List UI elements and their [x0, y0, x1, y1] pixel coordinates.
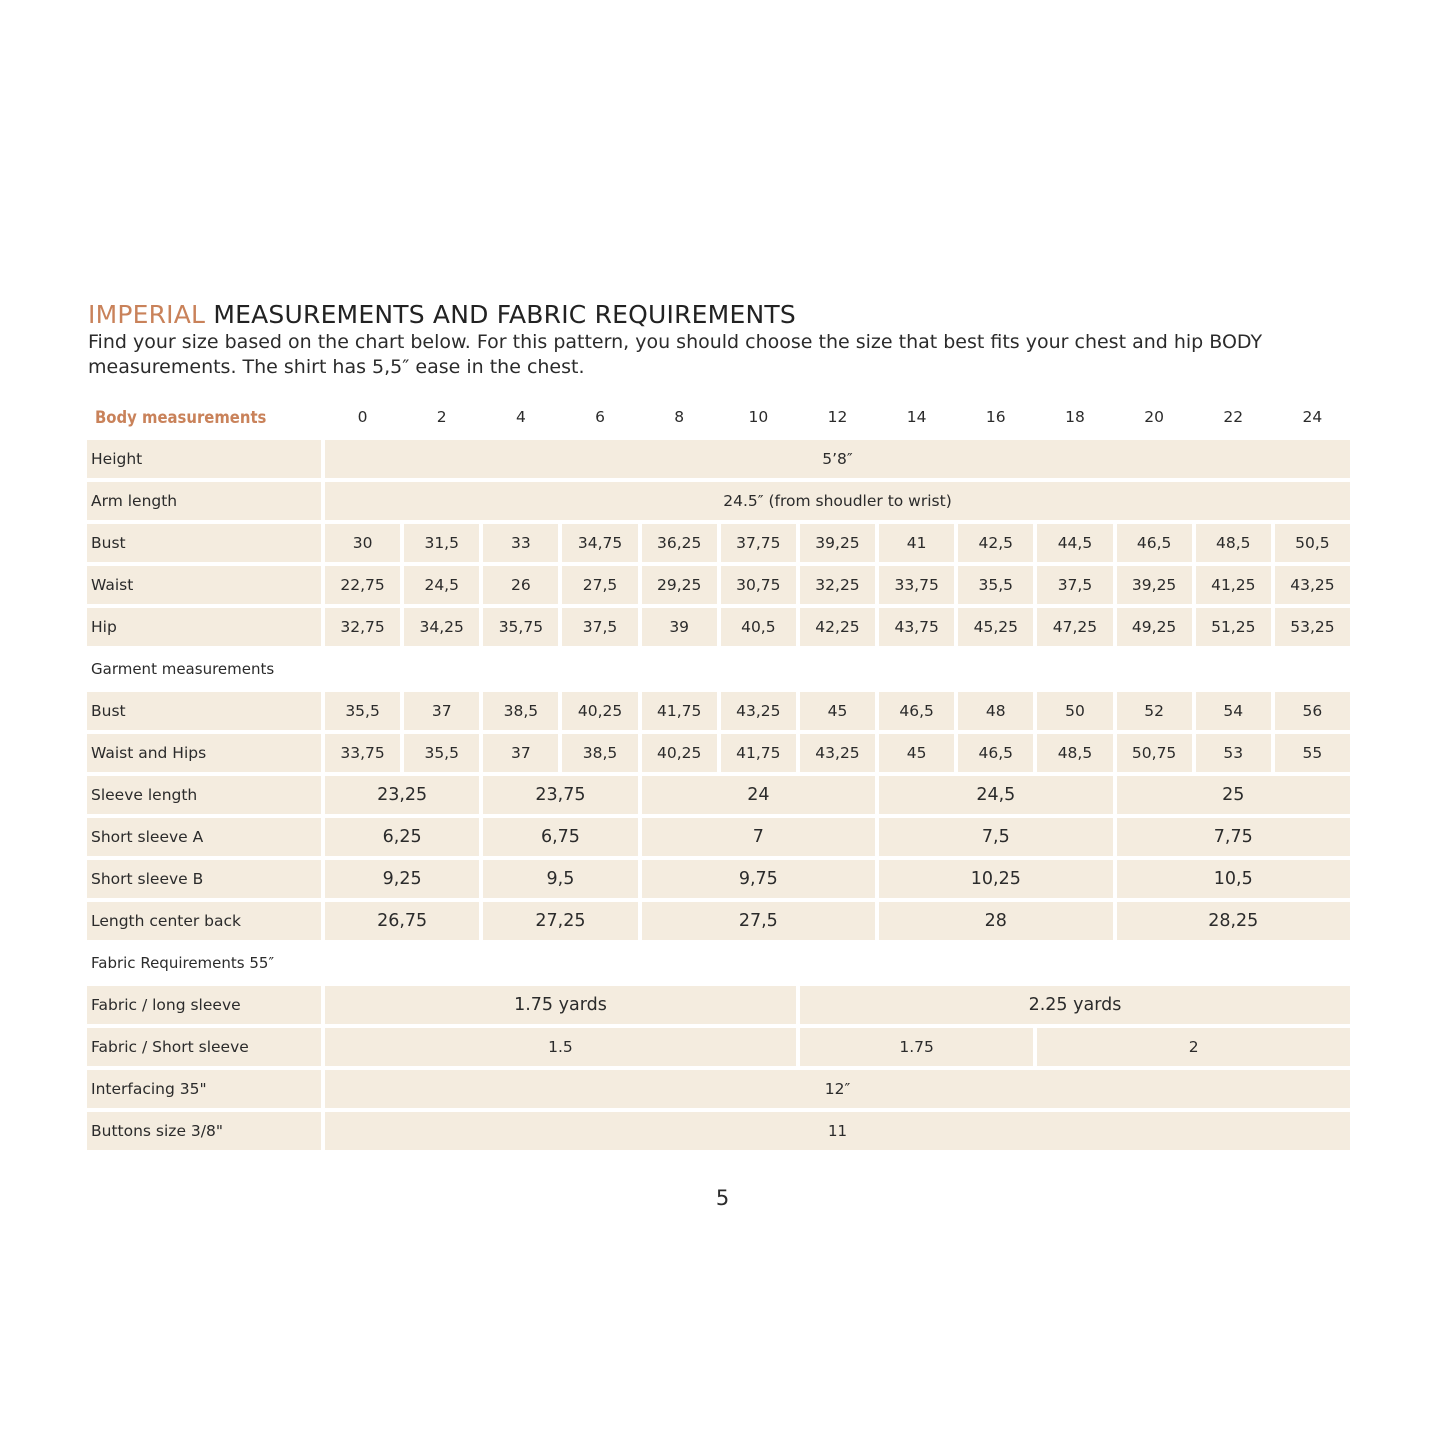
table-cell: 45,25 [958, 608, 1033, 646]
row-label: Bust [87, 692, 321, 730]
table-cell: 33,75 [325, 734, 400, 772]
table-cell: 43,25 [800, 734, 875, 772]
table-cell: 23,25 [325, 776, 479, 814]
table-cell: 9,5 [483, 860, 637, 898]
size-header: 24 [1302, 408, 1323, 426]
table-cell: 22,75 [325, 566, 400, 604]
row-label: Waist [87, 566, 321, 604]
table-cell: 7,5 [879, 818, 1112, 856]
table-cell: 49,25 [1117, 608, 1192, 646]
table-cell: 6,25 [325, 818, 479, 856]
table-cell: 7,75 [1117, 818, 1350, 856]
table-cell: 51,25 [1196, 608, 1271, 646]
table-cell: 40,25 [562, 692, 637, 730]
table-cell: 42,5 [958, 524, 1033, 562]
table-cell: 31,5 [404, 524, 479, 562]
row-label: Hip [87, 608, 321, 646]
table-cell: 35,5 [958, 566, 1033, 604]
table-cell: 37,5 [562, 608, 637, 646]
table-cell: 10,25 [879, 860, 1112, 898]
table-cell: 24.5″ (from shoudler to wrist) [325, 482, 1350, 520]
table-cell: 37 [483, 734, 558, 772]
table-cell: 43,25 [721, 692, 796, 730]
table-cell: 34,75 [562, 524, 637, 562]
table-cell: 55 [1275, 734, 1350, 772]
section-title: Fabric Requirements 55″ [91, 954, 275, 972]
table-cell: 37,75 [721, 524, 796, 562]
table-cell: 39,25 [1117, 566, 1192, 604]
page-number: 5 [715, 1186, 730, 1210]
table-cell: 37 [404, 692, 479, 730]
table-cell: 45 [879, 734, 954, 772]
table-cell: 38,5 [483, 692, 558, 730]
table-cell: 37,5 [1037, 566, 1112, 604]
table-cell: 9,75 [642, 860, 875, 898]
table-cell: 50,75 [1117, 734, 1192, 772]
row-label: Fabric / long sleeve [87, 986, 321, 1024]
table-cell: 34,25 [404, 608, 479, 646]
table-cell: 30,75 [721, 566, 796, 604]
table-cell: 6,75 [483, 818, 637, 856]
table-cell: 1.75 yards [325, 986, 796, 1024]
size-header: 2 [436, 408, 447, 426]
row-label: Bust [87, 524, 321, 562]
size-header: 8 [674, 408, 685, 426]
table-cell: 48,5 [1196, 524, 1271, 562]
table-cell: 48 [958, 692, 1033, 730]
row-label: Fabric / Short sleeve [87, 1028, 321, 1066]
table-cell: 38,5 [562, 734, 637, 772]
page-title [88, 300, 796, 329]
table-cell: 44,5 [1037, 524, 1112, 562]
size-header: 18 [1065, 408, 1085, 426]
table-cell: 46,5 [879, 692, 954, 730]
size-header: 6 [595, 408, 605, 426]
table-cell: 30 [325, 524, 400, 562]
table-cell: 27,25 [483, 902, 637, 940]
table-cell: 25 [1117, 776, 1350, 814]
table-cell: 9,25 [325, 860, 479, 898]
intro-text: Find your size based on the chart below. For this pattern, you should choose the size that best fits your chest and hip BODY measurements. The shirt has 5,5″ ease in the chest. [88, 331, 1263, 378]
table-cell: 28,25 [1117, 902, 1350, 940]
row-label: Sleeve length [87, 776, 321, 814]
table-cell: 33,75 [879, 566, 954, 604]
table-cell: 2 [1037, 1028, 1350, 1066]
table-cell: 41 [879, 524, 954, 562]
row-label: Arm length [87, 482, 321, 520]
table-cell: 1.75 [800, 1028, 1033, 1066]
table-cell: 5’8″ [325, 440, 1350, 478]
row-label: Waist and Hips [87, 734, 321, 772]
size-header: 16 [985, 408, 1006, 426]
table-cell: 1.5 [325, 1028, 796, 1066]
table-cell: 41,75 [721, 734, 796, 772]
table-cell: 46,5 [958, 734, 1033, 772]
table-cell: 7 [642, 818, 875, 856]
table-cell: 11 [325, 1112, 1350, 1150]
table-cell: 12″ [325, 1070, 1350, 1108]
row-label: Interfacing 35" [87, 1070, 321, 1108]
header-label: Body measurements [95, 407, 267, 427]
size-header: 4 [515, 408, 526, 426]
table-cell: 52 [1117, 692, 1192, 730]
size-header: 22 [1223, 408, 1244, 426]
table-cell: 47,25 [1037, 608, 1112, 646]
row-label: Length center back [87, 902, 321, 940]
table-cell: 39 [642, 608, 717, 646]
table-cell: 24 [642, 776, 875, 814]
table-cell: 40,25 [642, 734, 717, 772]
title-accent: IMPERIAL [88, 300, 206, 329]
table-cell: 26,75 [325, 902, 479, 940]
row-label: Height [87, 440, 321, 478]
table-cell: 53,25 [1275, 608, 1350, 646]
table-cell: 46,5 [1117, 524, 1192, 562]
table-cell: 24,5 [879, 776, 1112, 814]
table-cell: 35,5 [404, 734, 479, 772]
table-cell: 35,75 [483, 608, 558, 646]
table-cell: 41,75 [642, 692, 717, 730]
table-cell: 39,25 [800, 524, 875, 562]
size-header: 14 [906, 408, 927, 426]
table-cell: 29,25 [642, 566, 717, 604]
table-cell: 36,25 [642, 524, 717, 562]
table-cell: 28 [879, 902, 1112, 940]
table-cell: 50,5 [1275, 524, 1350, 562]
row-label: Short sleeve A [87, 818, 321, 856]
title-rest: MEASUREMENTS AND FABRIC REQUIREMENTS [213, 300, 796, 329]
table-cell: 26 [483, 566, 558, 604]
table-cell: 40,5 [721, 608, 796, 646]
table-cell: 42,25 [800, 608, 875, 646]
table-cell: 54 [1196, 692, 1271, 730]
row-label: Buttons size 3/8" [87, 1112, 321, 1150]
section-title: Garment measurements [91, 660, 275, 678]
table-cell: 27,5 [642, 902, 875, 940]
table-cell: 32,25 [800, 566, 875, 604]
table-cell: 50 [1037, 692, 1112, 730]
size-header: 12 [827, 408, 848, 426]
table-cell: 45 [800, 692, 875, 730]
table-cell: 41,25 [1196, 566, 1271, 604]
size-header: 20 [1144, 408, 1164, 426]
table-cell: 23,75 [483, 776, 637, 814]
size-header: 10 [748, 408, 769, 426]
row-label: Short sleeve B [87, 860, 321, 898]
size-header: 0 [357, 408, 368, 426]
table-cell: 56 [1275, 692, 1350, 730]
table-cell: 27,5 [562, 566, 637, 604]
size-chart-table [87, 398, 1350, 1150]
table-cell: 48,5 [1037, 734, 1112, 772]
table-cell: 24,5 [404, 566, 479, 604]
table-cell: 35,5 [325, 692, 400, 730]
table-cell: 2.25 yards [800, 986, 1350, 1024]
table-cell: 33 [483, 524, 558, 562]
table-cell: 10,5 [1117, 860, 1350, 898]
table-cell: 53 [1196, 734, 1271, 772]
table-cell: 32,75 [325, 608, 400, 646]
table-cell: 43,75 [879, 608, 954, 646]
table-cell: 43,25 [1275, 566, 1350, 604]
